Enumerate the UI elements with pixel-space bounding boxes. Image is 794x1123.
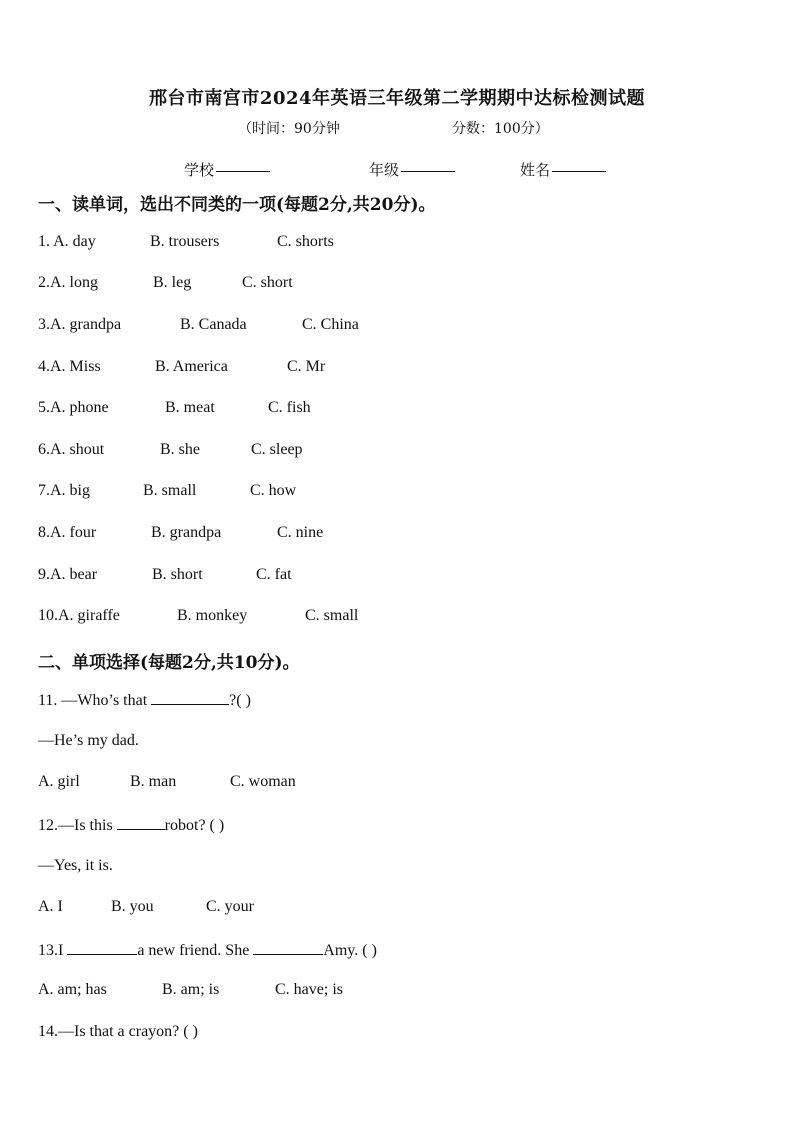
- q12-prompt: —Is this: [58, 817, 117, 834]
- q11-option-b: B. man: [130, 773, 177, 790]
- q1-option-a: [38, 233, 96, 251]
- q2-option-a: [38, 274, 98, 292]
- q4-option-a: [38, 358, 101, 376]
- q10-option-a-text: A. giraffe: [58, 607, 120, 624]
- q13-blank-1: [67, 940, 137, 955]
- q3-option-c: C. China: [302, 316, 359, 333]
- q4-number: 4.: [38, 358, 50, 375]
- q6-option-a: [38, 441, 104, 459]
- name-field: [520, 159, 606, 180]
- grade-label: 年级: [369, 161, 400, 179]
- exam-score: 分数：100分）: [452, 121, 549, 137]
- q8-option-a: [38, 524, 96, 542]
- q13-number: 13.: [38, 942, 58, 959]
- q8-option-a-text: A. four: [50, 524, 97, 541]
- question-11: [38, 690, 251, 710]
- q12-number: 12.: [38, 817, 58, 834]
- q10-option-b: B. monkey: [177, 607, 248, 624]
- name-label: 姓名: [520, 161, 551, 179]
- q5-option-a-text: A. phone: [50, 399, 109, 416]
- section1-heading: 一、读单词，选出不同类的一项(每题2分,共20分)。: [38, 195, 436, 215]
- q7-option-b: B. small: [143, 482, 197, 499]
- q6-option-c: C. sleep: [251, 441, 303, 458]
- q1-number: 1.: [38, 233, 54, 250]
- q12-bracket: robot? ( ): [164, 817, 225, 834]
- q11-blank: [151, 690, 229, 705]
- q2-number: 2.: [38, 274, 50, 291]
- q3-number: 3.: [38, 316, 50, 333]
- q1-option-b: B. trousers: [150, 233, 220, 250]
- q11-answer: —He’s my dad.: [38, 732, 139, 749]
- q12-blank: [117, 815, 165, 830]
- q6-option-b: B. she: [160, 441, 200, 458]
- name-blank: [552, 170, 606, 172]
- q10-option-c: C. small: [305, 607, 359, 624]
- school-field: [184, 159, 270, 180]
- q5-option-a: [38, 399, 109, 417]
- q5-option-c: C. fish: [268, 399, 311, 416]
- q13-option-a: A. am; has: [38, 981, 107, 998]
- q6-number: 6.: [38, 441, 50, 458]
- q9-option-a: [38, 566, 97, 584]
- q13-prompt: I: [58, 942, 68, 959]
- grade-blank: [401, 170, 455, 172]
- school-label: 学校: [184, 161, 215, 179]
- q4-option-b: B. America: [155, 358, 228, 375]
- q9-option-c: C. fat: [256, 566, 292, 583]
- q13-blank-2: [253, 940, 323, 955]
- q3-option-a-text: A. grandpa: [50, 316, 122, 333]
- question-13: [38, 940, 377, 960]
- q13-middle: a new friend. She: [137, 942, 254, 959]
- q11-prompt: —Who’s that: [61, 692, 152, 709]
- q6-option-a-text: A. shout: [50, 441, 105, 458]
- q9-option-a-text: A. bear: [50, 566, 98, 583]
- exam-time: （时间：90分钟: [238, 121, 340, 137]
- q11-bracket: ?( ): [229, 692, 251, 709]
- q14-prompt: —Is that a crayon? ( ): [58, 1023, 198, 1040]
- q7-option-a-text: A. big: [50, 482, 90, 499]
- q7-option-c: C. how: [250, 482, 297, 499]
- q10-option-a: [38, 607, 120, 625]
- q11-option-a: A. girl: [38, 773, 80, 790]
- section2-heading: 二、单项选择(每题2分,共10分)。: [38, 653, 300, 673]
- question-12: [38, 815, 224, 835]
- q9-number: 9.: [38, 566, 50, 583]
- q1-option-a-text: A. day: [53, 233, 96, 250]
- q2-option-a-text: A. long: [50, 274, 98, 291]
- q12-option-a: A. I: [38, 898, 63, 915]
- grade-field: [369, 159, 455, 180]
- q13-option-b: B. am; is: [162, 981, 220, 998]
- q4-option-c: C. Mr: [287, 358, 326, 375]
- q11-number: 11.: [38, 692, 62, 709]
- q7-number: 7.: [38, 482, 50, 499]
- q13-bracket: Amy. ( ): [323, 942, 377, 959]
- q12-option-c: C. your: [206, 898, 254, 915]
- q12-answer: —Yes, it is.: [38, 857, 113, 874]
- q7-option-a: [38, 482, 90, 500]
- q3-option-b: B. Canada: [180, 316, 247, 333]
- q5-number: 5.: [38, 399, 50, 416]
- q4-option-a-text: A. Miss: [50, 358, 101, 375]
- q11-option-c: C. woman: [230, 773, 296, 790]
- school-blank: [216, 170, 270, 172]
- q2-option-c: C. short: [242, 274, 293, 291]
- q8-option-c: C. nine: [277, 524, 324, 541]
- question-14: [38, 1023, 198, 1041]
- q3-option-a: [38, 316, 121, 334]
- q8-number: 8.: [38, 524, 50, 541]
- q1-option-c: C. shorts: [277, 233, 334, 250]
- q10-number: 10.: [38, 607, 58, 624]
- q14-number: 14.: [38, 1023, 58, 1040]
- q9-option-b: B. short: [152, 566, 203, 583]
- q12-option-b: B. you: [111, 898, 154, 915]
- q8-option-b: B. grandpa: [151, 524, 222, 541]
- q2-option-b: B. leg: [153, 274, 192, 291]
- q5-option-b: B. meat: [165, 399, 215, 416]
- q13-option-c: C. have; is: [275, 981, 343, 998]
- exam-title: 邢台市南宫市2024年英语三年级第二学期期中达标检测试题: [148, 88, 646, 109]
